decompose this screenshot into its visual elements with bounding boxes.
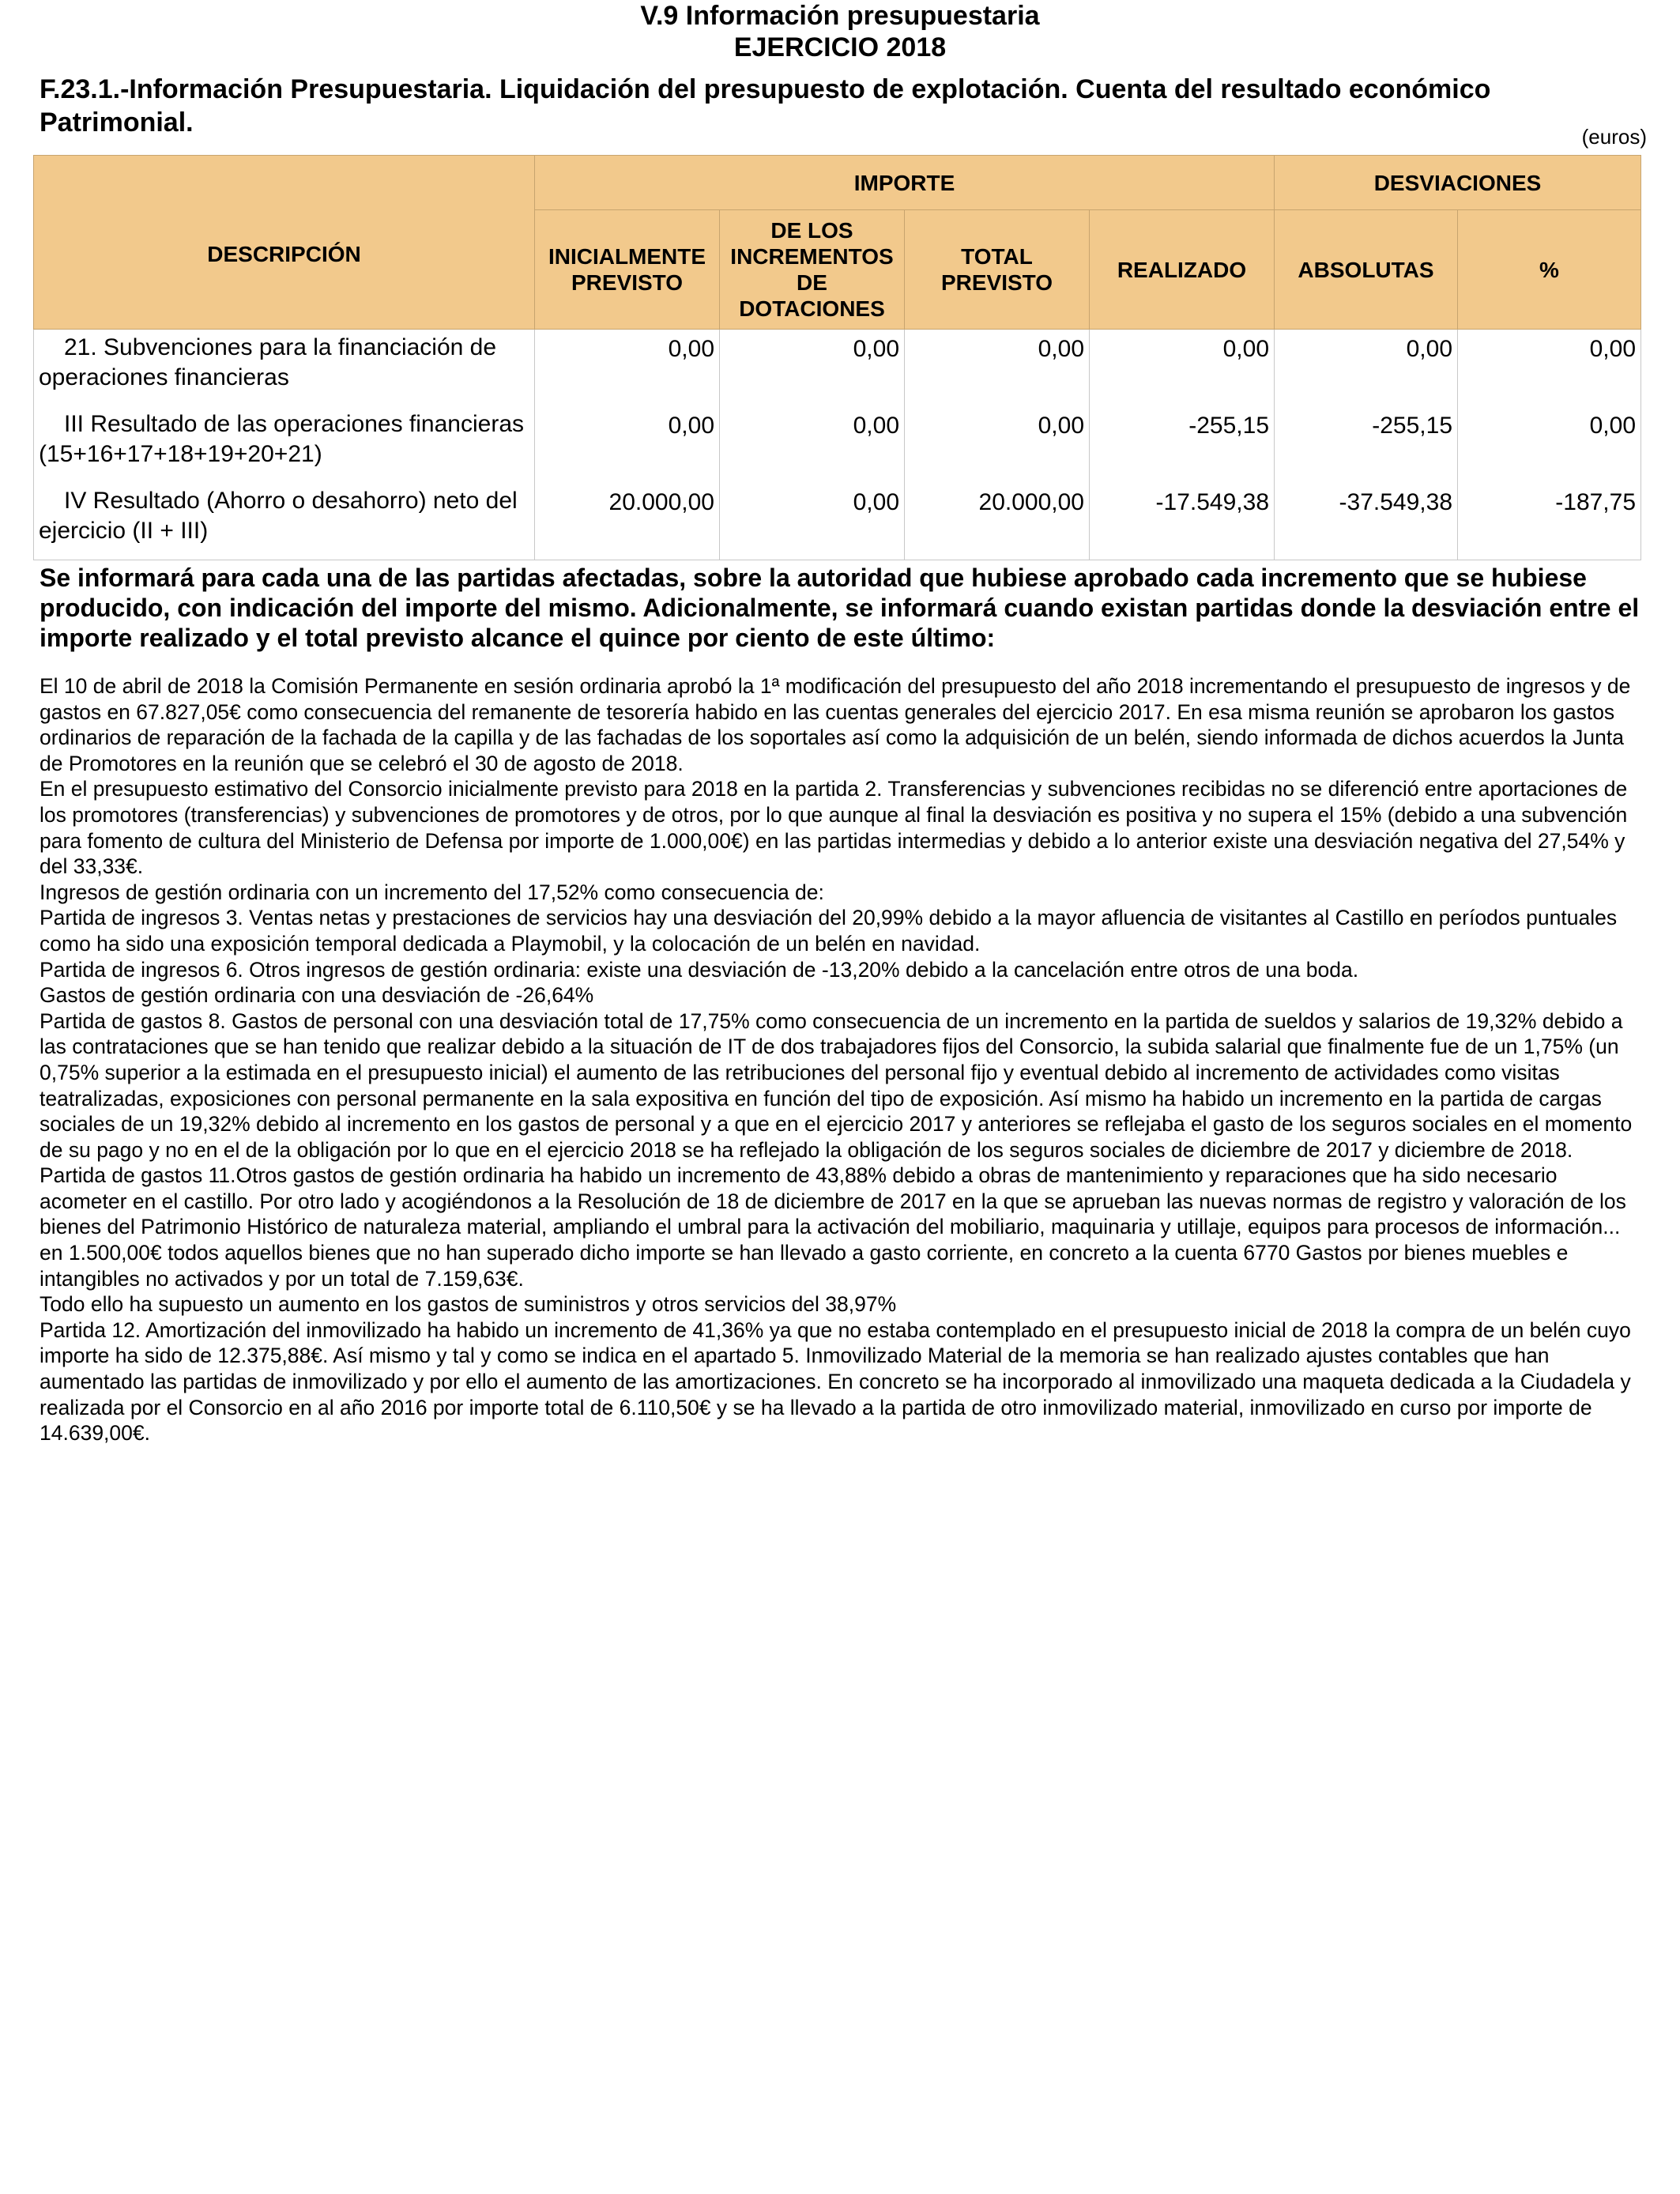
- cell-absolutas: -255,15: [1275, 406, 1458, 483]
- table-row: [34, 483, 1641, 560]
- cell-inicialmente-previsto: 0,00: [535, 406, 720, 483]
- cell-percent: 0,00: [1458, 330, 1641, 407]
- header-desviaciones: DESVIACIONES: [1275, 156, 1641, 210]
- header-incrementos: DE LOS INCREMENTOS DE DOTACIONES: [720, 210, 905, 330]
- cell-total-previsto: 0,00: [905, 330, 1090, 407]
- header-description: DESCRIPCIÓN: [34, 156, 535, 330]
- row-description: III Resultado de las operaciones financieras (15+16+17+18+19+20+21): [34, 406, 535, 483]
- table-row: [34, 330, 1641, 407]
- fiscal-year: EJERCICIO 2018: [733, 32, 947, 62]
- paragraph: Partida de ingresos 3. Ventas netas y prestaciones de servicios hay una desviación del 20,99% debido a la mayor afluencia de visitantes al Castillo en períodos puntuales como ha sido una exposición temporal dedicada a Playmobil, y la colocación de un belén en navidad.: [40, 906, 1618, 956]
- paragraph: Partida de gastos 11.Otros gastos de gestión ordinaria ha habido un incremento de 43,88% debido a obras de mantenimiento y reparaciones que ha sido necesario acometer en el castillo. Por otro lado y acogiéndonos a la Resolución de 18 de diciembre de 2017 en la que se aprueban las nuevas normas de registro y valoración de los bienes del Patrimonio Histórico de naturaleza material, ampliando el umbral para la activación del mobiliario, maquinaria y utillaje, equipos para procesos de información... en 1.500,00€ todos aquellos bienes que no han superado dicho importe se han llevado a gasto corriente, en concreto a la cuenta 6770 Gastos por bienes muebles e intangibles no activados y por un total de 7.159,63€.: [40, 1163, 1626, 1291]
- header-inicialmente-previsto: INICIALMENTE PREVISTO: [535, 210, 720, 330]
- explanatory-notes: [40, 673, 1644, 1446]
- header-absolutas: ABSOLUTAS: [1275, 210, 1458, 330]
- cell-inicialmente-previsto: 0,00: [535, 330, 720, 407]
- cell-percent: 0,00: [1458, 406, 1641, 483]
- cell-realizado: -255,15: [1090, 406, 1275, 483]
- paragraph: Partida de gastos 8. Gastos de personal con una desviación total de 17,75% como consecuencia de un incremento en la partida de sueldos y salarios de 19,32% debido a las contrataciones que se han tenido que realizar debido a la situación de IT de dos trabajadores fijos del Consorcio, la subida salarial que finalmente fue de un 1,75% (un 0,75% superior a la estimada en el presupuesto inicial) el aumento de las retribuciones del personal fijo y eventual debido al incremento de actividades como visitas teatralizadas, exposiciones con personal permanente en la sala expositiva en función del tipo de exposición. Así mismo ha habido un incremento en la partida de cargas sociales de un 19,32% debido al incremento en los gastos de personal y a que en el ejercicio 2017 y anteriores se reflejaba el gasto de los seguros sociales en el momento de su pago y no en el de la obligación por lo que en el ejercicio 2018 se ha reflejado la obligación de los seguros sociales de diciembre de 2017 y diciembre de 2018.: [40, 1008, 1633, 1162]
- paragraph: Gastos de gestión ordinaria con una desviación de -26,64%: [40, 983, 594, 1008]
- table-row: [34, 406, 1641, 483]
- paragraph: El 10 de abril de 2018 la Comisión Permanente en sesión ordinaria aprobó la 1ª modificación del presupuesto del año 2018 incrementando el presupuesto de ingresos y de gastos en 67.827,05€ como consecuencia del remanente de tesorería habido en las cuentas generales del ejercicio 2017. En esa misma reunión se aprobaron los gastos ordinarios de reparación de la fachada de la capilla y de las fachadas de los soportales así como la adquisición de un belén, siendo informada de dichos acuerdos la Junta de Promotores en la reunión que se celebró el 30 de agosto de 2018.: [40, 674, 1631, 775]
- units-label: (euros): [1581, 125, 1647, 149]
- paragraph: En el presupuesto estimativo del Consorcio inicialmente previsto para 2018 en la partida 2. Transferencias y subvenciones recibidas no se diferenció entre aportaciones de los promotores (transferencias) y subvenciones de promotores y de otros, por lo que aunque al final la desviación es positiva y no supera el 15% (debido a una subvención para fomento de cultura del Ministerio de Defensa por importe de 1.000,00€) en las partidas intermedias y debido a lo anterior existe una desviación negativa del 27,54% y del 33,33€.: [40, 777, 1628, 879]
- budget-table: [33, 155, 1641, 560]
- cell-incrementos: 0,00: [720, 406, 905, 483]
- header-realizado: REALIZADO: [1090, 210, 1275, 330]
- cell-inicialmente-previsto: 20.000,00: [535, 483, 720, 560]
- row-description: 21. Subvenciones para la financiación de operaciones financieras: [34, 330, 535, 407]
- cell-absolutas: -37.549,38: [1275, 483, 1458, 560]
- header-importe: IMPORTE: [535, 156, 1275, 210]
- cell-total-previsto: 0,00: [905, 406, 1090, 483]
- cell-incrementos: 0,00: [720, 330, 905, 407]
- paragraph: Ingresos de gestión ordinaria con un incremento del 17,52% como consecuencia de:: [40, 880, 824, 904]
- cell-realizado: 0,00: [1090, 330, 1275, 407]
- section-title: V.9 Información presupuestaria: [640, 1, 1040, 31]
- row-description: IV Resultado (Ahorro o desahorro) neto del ejercicio (II + III): [34, 483, 535, 560]
- cell-incrementos: 0,00: [720, 483, 905, 560]
- paragraph: Partida 12. Amortización del inmovilizado ha habido un incremento de 41,36% ya que no estaba contemplado en el presupuesto inicial de 2018 la compra de un belén cuyo importe ha sido de 12.375,88€. Así mismo y tal y como se indica en el apartado 5. Inmovilizado Material de la memoria se han realizado ajustes contables que han aumentado las partidas de inmovilizado y por ello el aumento de las amortizaciones. En concreto se ha incorporado al inmovilizado una maqueta dedicada a la Ciudadela y realizada por el Consorcio en al año 2016 por importe total de 6.110,50€ y se ha llevado a la partida de otro inmovilizado material, inmovilizado en curso por importe de 14.639,00€.: [40, 1318, 1631, 1446]
- header-percent: %: [1458, 210, 1641, 330]
- cell-percent: -187,75: [1458, 483, 1641, 560]
- cell-total-previsto: 20.000,00: [905, 483, 1090, 560]
- paragraph: Partida de ingresos 6. Otros ingresos de gestión ordinaria: existe una desviación de -13,20% debido a la cancelación entre otros de una boda.: [40, 957, 1359, 982]
- header-total-previsto: TOTAL PREVISTO: [905, 210, 1090, 330]
- form-title: F.23.1.-Información Presupuestaria. Liquidación del presupuesto de explotación. Cuenta del resultado económico Patrimonial.: [40, 74, 1491, 138]
- notice-text: Se informará para cada una de las partidas afectadas, sobre la autoridad que hubiese aprobado cada incremento que se hubiese producido, con indicación del importe del mismo. Adicionalmente, se informará cuando existan partidas donde la desviación entre el importe realizado y el total previsto alcance el quince por ciento de este último:: [40, 564, 1640, 652]
- cell-absolutas: 0,00: [1275, 330, 1458, 407]
- cell-realizado: -17.549,38: [1090, 483, 1275, 560]
- paragraph: Todo ello ha supuesto un aumento en los gastos de suministros y otros servicios del 38,97%: [40, 1292, 897, 1317]
